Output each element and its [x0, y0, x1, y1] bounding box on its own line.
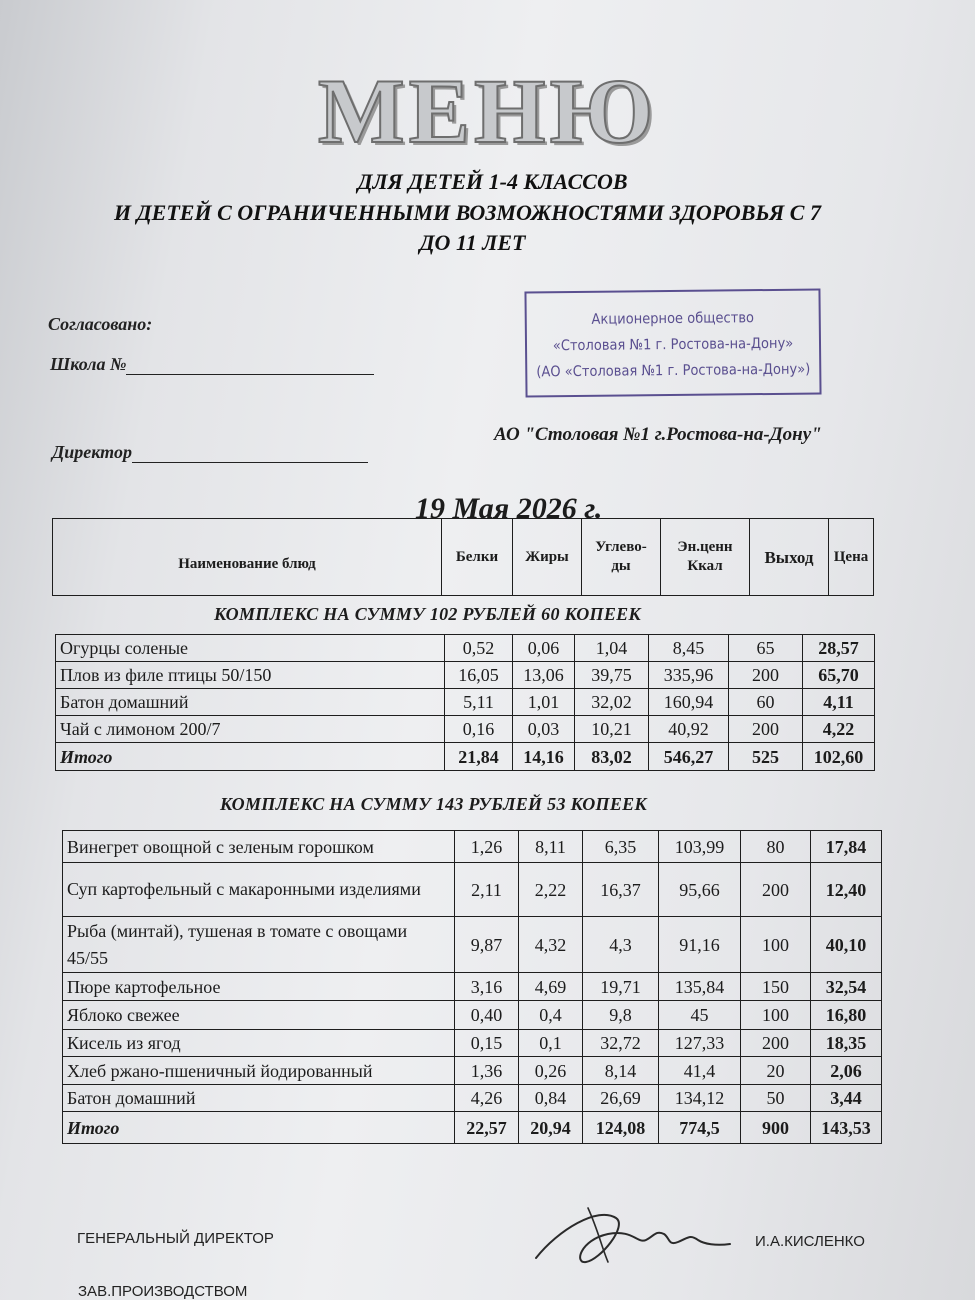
dish-energy: 134,12 — [659, 1085, 741, 1112]
dish-name: Пюре картофельное — [63, 973, 455, 1001]
dish-energy: 91,16 — [659, 917, 741, 973]
menu-date: 19 Мая 2026 г. — [415, 492, 603, 525]
total-protein: 22,57 — [455, 1112, 519, 1144]
complex-table — [55, 634, 875, 771]
subtitle — [0, 168, 975, 257]
complex-table — [62, 830, 882, 1144]
total-fat: 14,16 — [513, 743, 575, 771]
dish-carbs: 4,3 — [583, 917, 659, 973]
dish-energy: 103,99 — [659, 831, 741, 863]
dish-name: Чай с лимоном 200/7 — [56, 716, 445, 743]
dish-fat: 0,84 — [519, 1085, 583, 1112]
dish-name: Рыба (минтай), тушеная в томате с овощами 45/55 — [63, 917, 455, 973]
dish-energy: 335,96 — [649, 662, 729, 689]
total-carbs: 124,08 — [583, 1112, 659, 1144]
dish-carbs: 8,14 — [583, 1057, 659, 1085]
total-label: Итого — [56, 743, 445, 771]
dish-fat: 0,1 — [519, 1030, 583, 1057]
col-energy-line2: Ккал — [687, 558, 723, 574]
agreed-label: Согласовано: — [48, 314, 153, 334]
dish-name: Батон домашний — [63, 1085, 455, 1112]
dish-energy: 160,94 — [649, 689, 729, 716]
col-fat: Жиры — [513, 519, 582, 596]
director-label: Директор — [52, 442, 132, 462]
table-row — [63, 1030, 882, 1057]
dish-price: 4,22 — [803, 716, 875, 743]
dish-energy: 135,84 — [659, 973, 741, 1001]
dish-price: 2,06 — [811, 1057, 882, 1085]
subtitle-line: И ДЕТЕЙ С ОГРАНИЧЕННЫМИ ВОЗМОЖНОСТЯМИ ЗДОРОВЬЯ С 7 — [114, 200, 821, 225]
dish-name: Огурцы соленые — [56, 635, 445, 662]
table-row — [63, 1001, 882, 1030]
total-yield: 525 — [729, 743, 803, 771]
production-head-label: ЗАВ.ПРОИЗВОДСТВОМ — [78, 1283, 248, 1300]
dish-yield: 200 — [729, 716, 803, 743]
signature-mark — [528, 1200, 738, 1272]
dish-protein: 1,36 — [455, 1057, 519, 1085]
dish-name: Кисель из ягод — [63, 1030, 455, 1057]
dish-price: 65,70 — [803, 662, 875, 689]
dish-name: Плов из филе птицы 50/150 — [56, 662, 445, 689]
dish-name: Хлеб ржано-пшеничный йодированный — [63, 1057, 455, 1085]
col-carbs — [582, 519, 661, 596]
dish-price: 3,44 — [811, 1085, 882, 1112]
dish-energy: 127,33 — [659, 1030, 741, 1057]
total-row — [56, 743, 875, 771]
dish-protein: 0,16 — [445, 716, 513, 743]
dish-protein: 5,11 — [445, 689, 513, 716]
director-field — [52, 442, 368, 463]
school-blank — [126, 356, 374, 375]
dish-protein: 0,40 — [455, 1001, 519, 1030]
dish-protein: 16,05 — [445, 662, 513, 689]
complex-rows — [56, 635, 875, 771]
dish-carbs: 19,71 — [583, 973, 659, 1001]
col-yield: Выход — [750, 519, 829, 596]
complex-title: КОМПЛЕКС НА СУММУ 102 РУБЛЕЙ 60 КОПЕЕК — [214, 604, 641, 624]
table-row — [63, 917, 882, 973]
dish-energy: 8,45 — [649, 635, 729, 662]
dish-protein: 1,26 — [455, 831, 519, 863]
total-energy: 774,5 — [659, 1112, 741, 1144]
dish-yield: 50 — [741, 1085, 811, 1112]
col-carbs-line2: ды — [611, 558, 631, 574]
col-protein: Белки — [442, 519, 513, 596]
dish-yield: 100 — [741, 1001, 811, 1030]
dish-protein: 0,15 — [455, 1030, 519, 1057]
dish-carbs: 9,8 — [583, 1001, 659, 1030]
dish-price: 40,10 — [811, 917, 882, 973]
total-energy: 546,27 — [649, 743, 729, 771]
dish-price: 17,84 — [811, 831, 882, 863]
column-header-row — [53, 519, 874, 596]
general-director-name: И.А.КИСЛЕНКО — [755, 1233, 865, 1250]
dish-fat: 0,06 — [513, 635, 575, 662]
dish-energy: 95,66 — [659, 863, 741, 917]
dish-yield: 65 — [729, 635, 803, 662]
dish-energy: 45 — [659, 1001, 741, 1030]
dish-yield: 200 — [741, 863, 811, 917]
dish-fat: 0,03 — [513, 716, 575, 743]
dish-price: 12,40 — [811, 863, 882, 917]
dish-name: Суп картофельный с макаронными изделиями — [63, 863, 455, 917]
dish-fat: 1,01 — [513, 689, 575, 716]
column-header-table — [52, 518, 874, 596]
dish-carbs: 16,37 — [583, 863, 659, 917]
stamp-line: «Столовая №1 г. Ростова-на-Дону» — [552, 335, 794, 355]
dish-carbs: 32,02 — [575, 689, 649, 716]
total-protein: 21,84 — [445, 743, 513, 771]
subtitle-line: ДЛЯ ДЕТЕЙ 1-4 КЛАССОВ — [357, 169, 628, 194]
dish-protein: 0,52 — [445, 635, 513, 662]
organization-stamp — [524, 288, 821, 397]
organization-name: АО "Столовая №1 г.Ростова-на-Дону" — [494, 424, 822, 445]
table-row — [63, 973, 882, 1001]
total-row — [63, 1112, 882, 1144]
dish-carbs: 6,35 — [583, 831, 659, 863]
dish-protein: 9,87 — [455, 917, 519, 973]
dish-protein: 2,11 — [455, 863, 519, 917]
total-fat: 20,94 — [519, 1112, 583, 1144]
general-director-label: ГЕНЕРАЛЬНЫЙ ДИРЕКТОР — [77, 1230, 274, 1247]
dish-fat: 8,11 — [519, 831, 583, 863]
dish-energy: 41,4 — [659, 1057, 741, 1085]
table-row — [56, 689, 875, 716]
dish-carbs: 1,04 — [575, 635, 649, 662]
dish-name: Батон домашний — [56, 689, 445, 716]
menu-title: МЕНЮ — [317, 60, 658, 162]
table-row — [63, 831, 882, 863]
table-row — [63, 863, 882, 917]
subtitle-line: ДО 11 ЛЕТ — [419, 230, 526, 255]
dish-price: 16,80 — [811, 1001, 882, 1030]
total-yield: 900 — [741, 1112, 811, 1144]
col-price: Цена — [829, 519, 874, 596]
dish-yield: 200 — [741, 1030, 811, 1057]
dish-carbs: 26,69 — [583, 1085, 659, 1112]
table-row — [56, 716, 875, 743]
stamp-line: Акционерное общество — [591, 310, 755, 328]
dish-fat: 4,69 — [519, 973, 583, 1001]
col-carbs-line1: Углево- — [595, 539, 647, 555]
total-price: 102,60 — [803, 743, 875, 771]
dish-fat: 0,26 — [519, 1057, 583, 1085]
dish-yield: 150 — [741, 973, 811, 1001]
complex-title: КОМПЛЕКС НА СУММУ 143 РУБЛЕЙ 53 КОПЕЕК — [220, 794, 647, 814]
dish-yield: 100 — [741, 917, 811, 973]
table-row — [56, 635, 875, 662]
dish-name: Винегрет овощной с зеленым горошком — [63, 831, 455, 863]
total-label: Итого — [63, 1112, 455, 1144]
complex-rows — [63, 831, 882, 1144]
dish-carbs: 39,75 — [575, 662, 649, 689]
dish-yield: 200 — [729, 662, 803, 689]
dish-yield: 20 — [741, 1057, 811, 1085]
dish-carbs: 10,21 — [575, 716, 649, 743]
dish-price: 4,11 — [803, 689, 875, 716]
total-carbs: 83,02 — [575, 743, 649, 771]
dish-yield: 60 — [729, 689, 803, 716]
col-energy — [661, 519, 750, 596]
col-energy-line1: Эн.ценн — [677, 539, 733, 555]
dish-name: Яблоко свежее — [63, 1001, 455, 1030]
dish-price: 32,54 — [811, 973, 882, 1001]
dish-fat: 13,06 — [513, 662, 575, 689]
dish-price: 28,57 — [803, 635, 875, 662]
director-blank — [132, 444, 368, 463]
dish-carbs: 32,72 — [583, 1030, 659, 1057]
table-row — [63, 1085, 882, 1112]
stamp-line: (АО «Столовая №1 г. Ростова-на-Дону») — [536, 361, 811, 381]
dish-fat: 2,22 — [519, 863, 583, 917]
dish-energy: 40,92 — [649, 716, 729, 743]
school-field — [50, 354, 374, 375]
dish-protein: 3,16 — [455, 973, 519, 1001]
total-price: 143,53 — [811, 1112, 882, 1144]
dish-fat: 0,4 — [519, 1001, 583, 1030]
col-name: Наименование блюд — [53, 519, 442, 596]
table-row — [56, 662, 875, 689]
dish-fat: 4,32 — [519, 917, 583, 973]
school-label: Школа № — [50, 354, 127, 374]
dish-price: 18,35 — [811, 1030, 882, 1057]
dish-yield: 80 — [741, 831, 811, 863]
dish-protein: 4,26 — [455, 1085, 519, 1112]
table-row — [63, 1057, 882, 1085]
